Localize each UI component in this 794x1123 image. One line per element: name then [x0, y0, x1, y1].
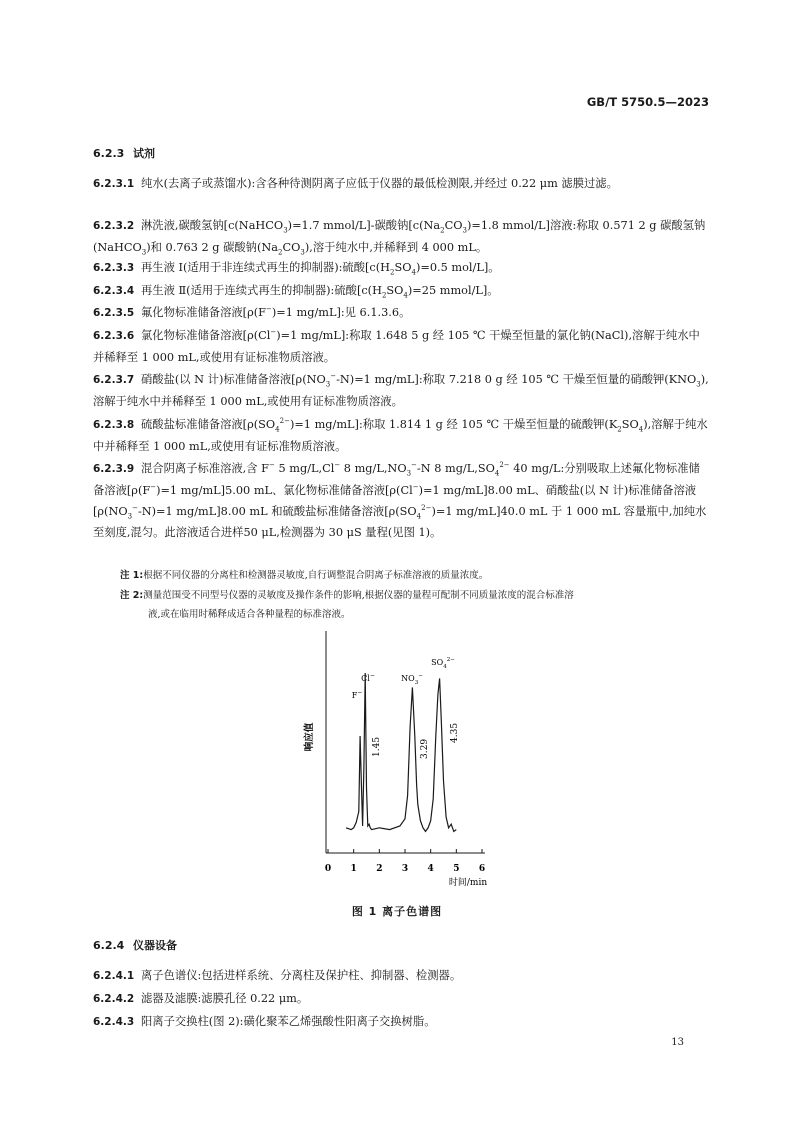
item-number: 6.2.3.6: [93, 330, 135, 342]
x-tick-label: 3: [401, 864, 409, 874]
item-number: 6.2.3.2: [93, 220, 135, 232]
superscript: −: [334, 461, 341, 470]
text-run: ),溶解于纯水中并稀释至 1 000 mL,或使用有证标准物质溶液。: [93, 373, 709, 408]
text-run: SO: [394, 261, 412, 274]
item-number: 6.2.3.9: [93, 463, 135, 475]
subscript: 2: [390, 268, 395, 277]
note-text: 根据不同仪器的分离柱和检测器灵敏度,自行调整混合阴离子标准溶液的质量浓度。: [143, 570, 489, 581]
x-tick-label: 0: [324, 864, 332, 874]
item-6-2-3-8: [93, 414, 710, 457]
text-run: )=1 mg/mL]8.00 mL、硝酸盐(以 N 计)标准储备溶液[ρ(NO: [93, 484, 697, 518]
text-run: CO: [444, 219, 463, 232]
item-6-2-3-5: [93, 302, 710, 324]
section-number: 6.2.3: [93, 147, 125, 160]
ion-chromatogram-chart: [300, 625, 520, 895]
text-run: 氟化物标准储备溶液[ρ(F: [141, 306, 266, 319]
text-run: CO: [282, 241, 301, 254]
item-number: 6.2.3.3: [93, 262, 135, 274]
item-number: 6.2.4.2: [93, 993, 135, 1005]
note-label: 注 2:: [120, 590, 144, 601]
text-run: )=0.5 mol/L]。: [415, 261, 500, 274]
text-run: 混合阴离子标准溶液,含 F: [141, 462, 269, 475]
item-6-2-3-2: [93, 215, 710, 258]
text-run: -N 8 mg/L,SO: [416, 462, 495, 475]
subscript: 3: [696, 380, 701, 389]
subscript: 3: [141, 248, 147, 257]
item-6-2-4-3: [93, 1011, 710, 1033]
text-run: )=1 mg/mL]5.00 mL、氯化物标准储备溶液[ρ(Cl: [156, 484, 413, 497]
x-axis-label: 时间/min: [448, 878, 488, 888]
item-number: 6.2.3.7: [93, 374, 135, 386]
item-number: 6.2.4.3: [93, 1016, 135, 1028]
text-run: ),溶于纯水中,并稀释到 4 000 mL。: [304, 241, 488, 254]
superscript: −: [411, 461, 417, 470]
subscript: 3: [406, 469, 412, 478]
item-6-2-3-7: [93, 369, 710, 412]
y-axis-label: 响应值: [304, 722, 315, 752]
item-text: 阳离子交换柱(图 2):磺化聚苯乙烯强酸性阳离子交换树脂。: [141, 1015, 436, 1028]
section-number: 6.2.4: [93, 939, 125, 952]
section-title: 试剂: [133, 147, 155, 160]
section-heading-equipment: [93, 937, 177, 953]
retention-label-1-45: 1.45: [372, 736, 382, 757]
retention-label-3-29: 3.29: [420, 738, 430, 759]
item-text: 纯水(去离子或蒸馏水):含各种待测阴离子应低于仪器的最低检测限,并经过 0.22 μm 滤膜过滤。: [141, 177, 618, 190]
peak-label-f: F−: [351, 689, 363, 700]
subscript: 3: [283, 226, 288, 235]
subscript: 3: [325, 380, 331, 389]
text-run: )=1.7 mmol/L]-碳酸钠[c(Na: [287, 219, 441, 232]
peak-label-so4: $SO_4^{2-}$: [431, 657, 455, 670]
text-run: 硫酸盐标准储备溶液[ρ(SO: [141, 418, 276, 431]
item-number: 6.2.3.4: [93, 285, 135, 297]
superscript: −: [132, 504, 138, 513]
text-run: 再生液 Ⅰ(适用于非连续式再生的抑制器):硫酸[c(H: [141, 261, 391, 274]
superscript: 2−: [279, 417, 290, 426]
text-run: -N)=1 mg/mL]8.00 mL 和硫酸盐标准储备溶液[ρ(SO: [137, 505, 417, 518]
text-run: )和 0.763 2 g 碳酸钠(Na: [146, 241, 279, 254]
x-tick-label: 5: [453, 864, 460, 874]
text-run: )=1 mg/mL]:称取 1.814 1 g 经 105 ℃ 干燥至恒量的硫酸钾(K: [289, 418, 618, 431]
item-6-2-4-1: [93, 965, 710, 987]
subscript: 2: [278, 248, 283, 257]
superscript: 2−: [499, 461, 510, 470]
item-6-2-3-6: [93, 325, 710, 368]
text-run: 8 mg/L,NO: [340, 462, 407, 475]
text-run: 氯化物标准储备溶液[ρ(Cl: [141, 329, 271, 342]
subscript: 4: [494, 469, 500, 478]
superscript: −: [270, 328, 277, 337]
subscript: 4: [638, 425, 644, 434]
subscript: 3: [127, 512, 133, 521]
text-run: ),溶解于纯水中并稀释至 1 000 mL,或使用有证标准物质溶液。: [93, 418, 708, 453]
note-2: [120, 586, 710, 624]
text-run: 5 mg/L,Cl: [274, 462, 335, 475]
section-title: 仪器设备: [133, 939, 177, 952]
item-number: 6.2.3.8: [93, 419, 135, 431]
subscript: 4: [275, 425, 280, 434]
note-1: [120, 566, 710, 585]
peak-label-no3: $NO_3^-$: [401, 673, 423, 686]
x-tick-label: 6: [478, 864, 486, 874]
superscript: −: [330, 372, 337, 381]
figure-caption: 图 1 离子色谱图: [351, 905, 443, 918]
subscript: 2: [440, 226, 445, 235]
item-6-2-3-1: [93, 173, 710, 195]
text-run: )=1 mg/mL]40.0 mL 于 1 000 mL 容量瓶中,加纯水至刻度,混匀。此溶液适合进样50 μL,检测器为 30 μS 量程(见图 1)。: [93, 505, 707, 539]
item-6-2-4-2: [93, 988, 710, 1010]
item-text: 离子色谱仪:包括进样系统、分离柱及保护柱、抑制器、检测器。: [141, 969, 462, 982]
note-text: 测量范围受不同型号仪器的灵敏度及操作条件的影响,根据仪器的量程可配制不同质量浓度的混合标准溶: [143, 590, 574, 601]
text-run: )=1 mg/mL]:见 6.1.3.6。: [271, 306, 411, 319]
subscript: 3: [462, 226, 467, 235]
item-6-2-3-3: [93, 257, 710, 279]
note-label: 注 1:: [120, 570, 144, 581]
text-run: -N)=1 mg/mL]:称取 7.218 0 g 经 105 ℃ 干燥至恒量的硝酸钾(KNO: [336, 373, 697, 386]
text-run: )=25 mmol/L]。: [407, 284, 499, 297]
section-heading-reagents: [93, 145, 155, 161]
subscript: 2: [617, 425, 622, 434]
item-6-2-3-9: [93, 458, 710, 543]
text-run: )=1 mg/mL]:称取 1.648 5 g 经 105 ℃ 干燥至恒量的氯化钠(NaCl),溶解于纯水中并稀释至 1 000 mL,或使用有证标准物质溶液。: [93, 329, 700, 364]
note-text-continued: 液,或在临用时稀释成适合各种量程的标准溶液。: [148, 609, 351, 620]
chromatogram-trace: [346, 673, 456, 831]
text-run: )=1.8 mmol/L]溶液:称取 0.571 2 g 碳酸氢钠(NaHCO: [93, 219, 706, 254]
text-run: 40 mg/L:分别吸取上述氟化物标准储备溶液[ρ(F: [93, 462, 700, 497]
subscript: 4: [416, 512, 422, 521]
item-number: 6.2.3.1: [93, 178, 135, 190]
text-run: 再生液 Ⅱ(适用于连续式再生的抑制器):硫酸[c(H: [141, 284, 382, 297]
superscript: −: [412, 483, 419, 492]
item-text: 滤器及滤膜:滤膜孔径 0.22 μm。: [141, 992, 309, 1005]
text-run: 淋洗液,碳酸氢钠[c(NaHCO: [141, 219, 284, 232]
superscript: −: [265, 305, 272, 314]
superscript: 2−: [421, 504, 432, 513]
superscript: −: [269, 461, 275, 470]
item-number: 6.2.4.1: [93, 970, 135, 982]
x-tick-label: 2: [376, 864, 383, 874]
item-6-2-3-4: [93, 280, 710, 302]
item-number: 6.2.3.5: [93, 307, 135, 319]
subscript: 3: [300, 248, 305, 257]
superscript: −: [150, 483, 157, 492]
text-run: SO: [386, 284, 404, 297]
x-tick-label: 1: [350, 864, 357, 874]
subscript: 4: [403, 291, 408, 300]
peak-label-cl: Cl−: [361, 672, 375, 683]
page-number: 13: [671, 1037, 684, 1048]
text-run: 硝酸盐(以 N 计)标准储备溶液[ρ(NO: [141, 373, 326, 386]
text-run: SO: [621, 418, 639, 431]
subscript: 2: [381, 291, 387, 300]
retention-label-4-35: 4.35: [450, 722, 460, 743]
x-tick-label: 4: [427, 864, 434, 874]
subscript: 4: [411, 268, 416, 277]
standard-number: GB/T 5750.5—2023: [586, 95, 709, 109]
